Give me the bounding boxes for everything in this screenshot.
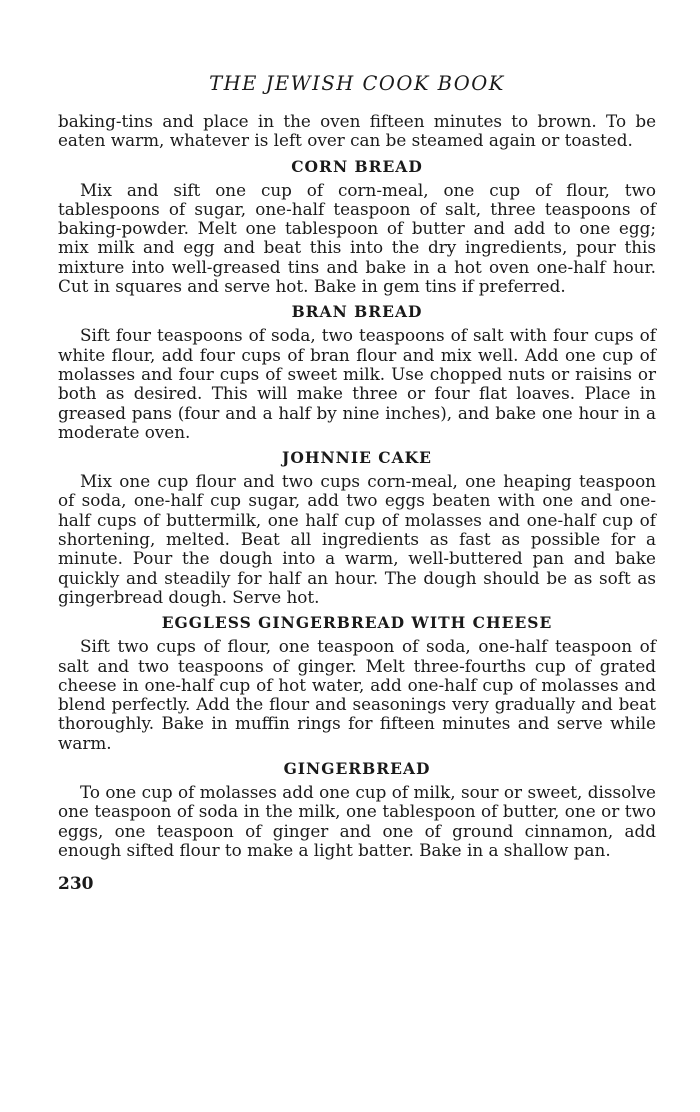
recipe-title-bran-bread: BRAN BREAD bbox=[291, 302, 423, 322]
recipe-text-gingerbread: To one cup of molasses add one cup of milk, sour or sweet, dissolve one teaspoon of soda in the milk, one tablespoon of butter, one or two eggs, one teaspoon of ginger and one of ground cinnamon, add enough sifted flour to make a light batter. Bake in a shallow pan. bbox=[58, 782, 656, 860]
recipe-text-johnnie-cake: Mix one cup flour and two cups corn-meal, one heaping teaspoon of soda, one-half cup sugar, add two eggs beaten with one and one-half cups of buttermilk, one half cup of molasses and one-half cup of shortening, melted. Beat all ingredients as fast as possible for a minute. Pour the dough into a warm, well-buttered pan and bake quickly and steadily for half an hour. The dough should be as soft as gingerbread dough. Serve hot. bbox=[58, 471, 656, 607]
running-head: THE JEWISH COOK BOOK bbox=[209, 72, 505, 95]
recipe-title-eggless-gingerbread: EGGLESS GINGERBREAD WITH CHEESE bbox=[161, 613, 553, 633]
recipe-title-johnnie-cake: JOHNNIE CAKE bbox=[282, 448, 432, 468]
book-page bbox=[58, 70, 656, 894]
recipe-text-eggless-gingerbread: Sift two cups of flour, one teaspoon of soda, one-half teaspoon of salt and two teaspoons of ginger. Melt three-fourths cup of grated cheese in one-half cup of hot water, add one-half cup of molasses and blend perfectly. Add the flour and seasonings very gradually and beat thoroughly. Bake in muffin rings for fifteen minutes and serve while warm. bbox=[58, 636, 656, 753]
recipe-title-corn-bread: CORN BREAD bbox=[291, 156, 423, 176]
intro-paragraph: baking-tins and place in the oven fifteen minutes to brown. To be eaten warm, whatever is left over can be steamed again or toasted. bbox=[58, 111, 656, 151]
page-number: 230 bbox=[58, 874, 94, 895]
recipe-text-corn-bread: Mix and sift one cup of corn-meal, one cup of flour, two tablespoons of sugar, one-half teaspoon of salt, three teaspoons of baking-powder. Melt one tablespoon of butter and add to one egg; mix milk and egg and beat this into the dry ingredients, pour this mixture into well-greased tins and bake in a hot oven one-half hour. Cut in squares and serve hot. Bake in gem tins if preferred. bbox=[58, 179, 656, 297]
recipe-text-bran-bread: Sift four teaspoons of soda, two teaspoons of salt with four cups of white flour, add four cups of bran flour and mix well. Add one cup of molasses and four cups of sweet milk. Use chopped nuts or raisins or both as desired. This will make three or four flat loaves. Place in greased pans (four and a half by nine inches), and bake one hour in a moderate oven. bbox=[58, 325, 656, 442]
recipe-title-gingerbread: GINGERBREAD bbox=[283, 759, 431, 779]
